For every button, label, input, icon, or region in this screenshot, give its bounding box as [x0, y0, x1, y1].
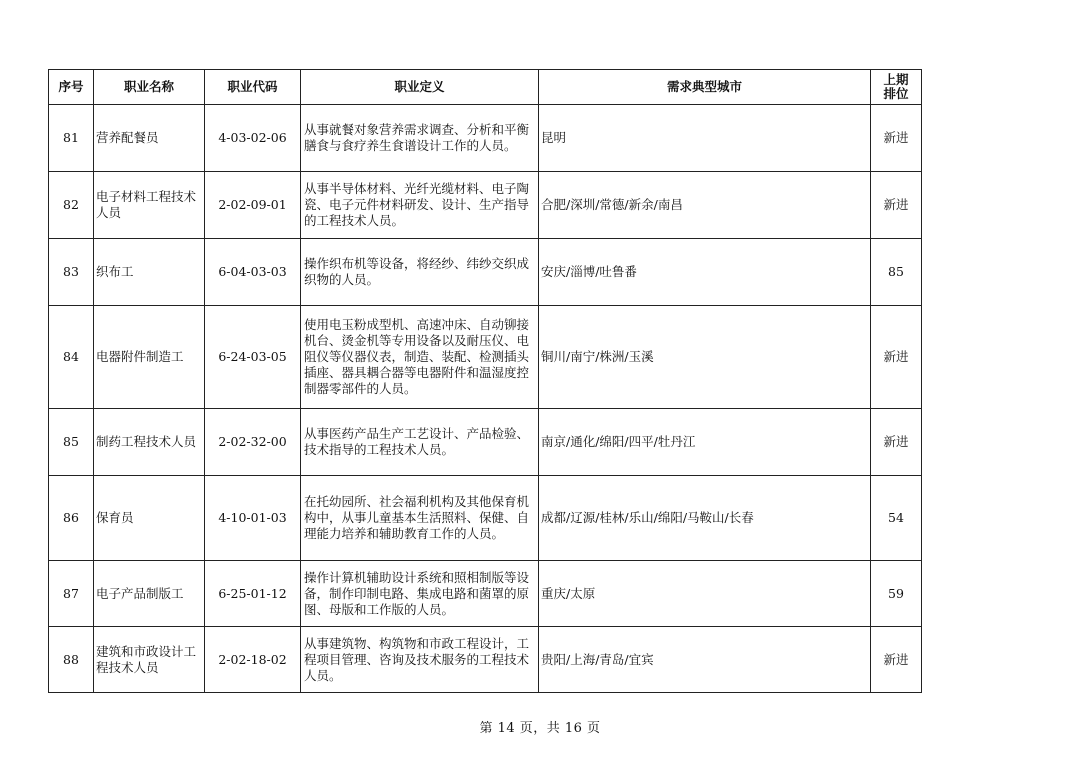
cell-definition: 操作计算机辅助设计系统和照相制版等设备，制作印制电路、集成电路和菌罩的原图、母版和工作版的人员。 — [301, 561, 539, 627]
cell-name: 建筑和市政设计工程技术人员 — [94, 627, 205, 693]
cell-code: 2-02-09-01 — [205, 172, 301, 239]
cell-no: 88 — [49, 627, 94, 693]
cell-no: 83 — [49, 239, 94, 306]
header-rank-line1: 上期 — [883, 72, 909, 87]
occupation-table-sheet — [48, 69, 921, 693]
cell-code: 2-02-18-02 — [205, 627, 301, 693]
cell-code: 6-25-01-12 — [205, 561, 301, 627]
table-row — [49, 105, 922, 172]
cell-definition: 从事建筑物、构筑物和市政工程设计，工程项目管理、咨询及技术服务的工程技术人员。 — [301, 627, 539, 693]
cell-rank: 54 — [871, 476, 922, 561]
cell-code: 6-24-03-05 — [205, 306, 301, 409]
cell-name: 电器附件制造工 — [94, 306, 205, 409]
header-definition: 职业定义 — [301, 70, 539, 105]
cell-no: 84 — [49, 306, 94, 409]
cell-definition: 从事医药产品生产工艺设计、产品检验、技术指导的工程技术人员。 — [301, 409, 539, 476]
cell-name: 保育员 — [94, 476, 205, 561]
cell-rank: 新进 — [871, 627, 922, 693]
cell-rank: 新进 — [871, 105, 922, 172]
header-code: 职业代码 — [205, 70, 301, 105]
table-row — [49, 306, 922, 409]
cell-no: 87 — [49, 561, 94, 627]
header-cities: 需求典型城市 — [539, 70, 871, 105]
cell-rank: 新进 — [871, 172, 922, 239]
cell-definition: 在托幼园所、社会福利机构及其他保育机构中，从事儿童基本生活照料、保健、自理能力培养和辅助教育工作的人员。 — [301, 476, 539, 561]
table-row — [49, 476, 922, 561]
cell-cities: 昆明 — [539, 105, 871, 172]
cell-code: 2-02-32-00 — [205, 409, 301, 476]
cell-definition: 从事就餐对象营养需求调查、分析和平衡膳食与食疗养生食谱设计工作的人员。 — [301, 105, 539, 172]
header-row — [49, 70, 922, 105]
table-row — [49, 627, 922, 693]
cell-code: 6-04-03-03 — [205, 239, 301, 306]
cell-cities: 成都/辽源/桂林/乐山/绵阳/马鞍山/长春 — [539, 476, 871, 561]
cell-code: 4-03-02-06 — [205, 105, 301, 172]
cell-cities: 安庆/淄博/吐鲁番 — [539, 239, 871, 306]
cell-name: 织布工 — [94, 239, 205, 306]
cell-cities: 合肥/深圳/常德/新余/南昌 — [539, 172, 871, 239]
page-number-footer: 第 14 页，共 16 页 — [479, 721, 601, 736]
table-row — [49, 172, 922, 239]
header-rank — [871, 70, 922, 105]
cell-code: 4-10-01-03 — [205, 476, 301, 561]
table-row — [49, 239, 922, 306]
cell-name: 电子产品制版工 — [94, 561, 205, 627]
occupation-table — [48, 69, 922, 693]
cell-no: 85 — [49, 409, 94, 476]
header-name: 职业名称 — [94, 70, 205, 105]
cell-rank: 59 — [871, 561, 922, 627]
cell-definition: 使用电玉粉成型机、高速冲床、自动铆接机台、烫金机等专用设备以及耐压仪、电阻仪等仪器仪表，制造、装配、检测插头插座、器具耦合器等电器附件和温湿度控制器零部件的人员。 — [301, 306, 539, 409]
cell-rank: 新进 — [871, 306, 922, 409]
cell-no: 82 — [49, 172, 94, 239]
cell-no: 86 — [49, 476, 94, 561]
cell-cities: 贵阳/上海/青岛/宜宾 — [539, 627, 871, 693]
cell-name: 电子材料工程技术人员 — [94, 172, 205, 239]
table-row — [49, 561, 922, 627]
cell-cities: 南京/通化/绵阳/四平/牡丹江 — [539, 409, 871, 476]
cell-name: 制药工程技术人员 — [94, 409, 205, 476]
cell-cities: 铜川/南宁/株洲/玉溪 — [539, 306, 871, 409]
header-no: 序号 — [49, 70, 94, 105]
table-row — [49, 409, 922, 476]
cell-definition: 从事半导体材料、光纤光缆材料、电子陶瓷、电子元件材料研发、设计、生产指导的工程技术人员。 — [301, 172, 539, 239]
cell-name: 营养配餐员 — [94, 105, 205, 172]
cell-rank: 新进 — [871, 409, 922, 476]
cell-cities: 重庆/太原 — [539, 561, 871, 627]
cell-rank: 85 — [871, 239, 922, 306]
header-rank-line2: 排位 — [883, 86, 909, 101]
cell-no: 81 — [49, 105, 94, 172]
cell-definition: 操作织布机等设备，将经纱、纬纱交织成织物的人员。 — [301, 239, 539, 306]
